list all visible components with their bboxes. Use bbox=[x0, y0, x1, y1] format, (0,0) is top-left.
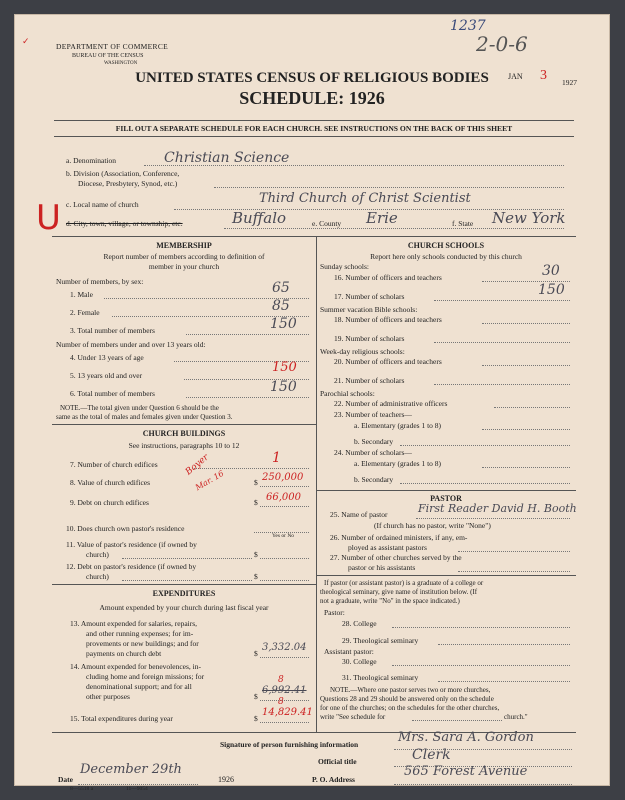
q13-dollar: $ bbox=[254, 649, 258, 658]
division-label-2: Diocese, Presbytery, Synod, etc.) bbox=[78, 179, 178, 188]
q28-label: 28. College bbox=[342, 619, 377, 628]
q7-value: 1 bbox=[272, 450, 281, 466]
q7-label: 7. Number of church edifices bbox=[70, 460, 158, 469]
address-value: 565 Forest Avenue bbox=[404, 764, 528, 779]
q29-label: 29. Theological seminary bbox=[342, 636, 419, 645]
q31-label: 31. Theological seminary bbox=[342, 673, 419, 682]
q14-label: 14. Amount expended for benevolences, in- bbox=[70, 662, 202, 671]
q5-value: 150 bbox=[272, 360, 297, 375]
q16-label: 16. Number of officers and teachers bbox=[334, 273, 442, 282]
q23-label: 23. Number of teachers— bbox=[334, 410, 412, 419]
stamp-number: 1237 bbox=[450, 18, 486, 34]
pastor-note-5: church." bbox=[504, 713, 528, 721]
q14-label-2: cluding home and foreign missions; for bbox=[86, 672, 205, 681]
q23a-label: a. Elementary (grades 1 to 8) bbox=[354, 421, 442, 430]
q13-value: 3,332.04 bbox=[262, 642, 307, 653]
q26-label-2: ployed as assistant pastors bbox=[348, 543, 427, 552]
q9-value: 66,000 bbox=[266, 492, 301, 503]
q17-label: 17. Number of scholars bbox=[334, 292, 405, 301]
by-sex-heading: Number of members, by sex: bbox=[56, 277, 144, 286]
bureau-label: BUREAU OF THE CENSUS bbox=[72, 53, 144, 59]
q11-dollar: $ bbox=[254, 550, 258, 559]
q1-label: 1. Male bbox=[70, 290, 93, 299]
pastor-heading: Pastor: bbox=[324, 608, 345, 617]
city-label: WASHINGTON bbox=[104, 61, 138, 66]
graduate-note: If pastor (or assistant pastor) is a graduate of a college or bbox=[324, 579, 484, 587]
q25-value: First Reader David H. Booth bbox=[418, 502, 577, 515]
q24b-label: b. Secondary bbox=[354, 475, 394, 484]
q1-value: 65 bbox=[272, 280, 290, 296]
q17-value: 150 bbox=[538, 282, 565, 298]
date-value: December 29th bbox=[80, 762, 182, 777]
q13-label: 13. Amount expended for salaries, repairs, bbox=[70, 619, 198, 628]
q8-value: 250,000 bbox=[262, 472, 304, 483]
red-check-mark: ✓ bbox=[22, 36, 30, 46]
department-label: DEPARTMENT OF COMMERCE bbox=[56, 42, 169, 51]
schedule-title: SCHEDULE: 1926 bbox=[239, 88, 385, 108]
sunday-heading: Sunday schools: bbox=[320, 262, 369, 271]
city-label: d. City, town, village, or township, etc. bbox=[66, 219, 183, 228]
state-label: f. State bbox=[452, 219, 474, 228]
pastor-note-4: write "See schedule for bbox=[320, 713, 386, 721]
summer-heading: Summer vacation Bible schools: bbox=[320, 305, 418, 314]
q8-label: 8. Value of church edifices bbox=[70, 478, 151, 487]
county-label: e. County bbox=[312, 219, 342, 228]
graduate-note-3: not a graduate, write "No" in the space indicated.) bbox=[320, 597, 460, 605]
parochial-heading: Parochial schools: bbox=[320, 389, 375, 398]
q14-label-4: other purposes bbox=[86, 692, 130, 701]
q16-value: 30 bbox=[542, 263, 560, 279]
q9-dollar: $ bbox=[254, 498, 258, 507]
form-title: UNITED STATES CENSUS OF RELIGIOUS BODIES bbox=[135, 70, 489, 86]
q12-label-2: church) bbox=[86, 572, 109, 581]
q24-label: 24. Number of scholars— bbox=[334, 448, 412, 457]
q3-value: 150 bbox=[270, 316, 297, 332]
local-name-value: Third Church of Christ Scientist bbox=[259, 191, 471, 206]
census-schedule-page bbox=[14, 14, 610, 792]
signature-label: Signature of person furnishing information bbox=[220, 740, 359, 749]
denomination-value: Christian Science bbox=[164, 150, 290, 166]
membership-desc: Report number of members according to definition of bbox=[103, 252, 265, 261]
q25-note: (If church has no pastor, write "None") bbox=[374, 521, 491, 530]
date-label: Date bbox=[58, 775, 73, 784]
stamp-code: 2-0-6 bbox=[476, 32, 528, 56]
q13-label-4: payments on church debt bbox=[86, 649, 162, 658]
annotation-date: Mar. 16 bbox=[193, 468, 226, 493]
q5-label: 5. 13 years old and over bbox=[70, 371, 143, 380]
q14-annotation: 8 bbox=[278, 675, 284, 685]
pastor-note-3: for one of the churches; on the schedules for the other churches, bbox=[320, 704, 500, 712]
q12-label: 12. Debt on pastor's residence (if owned by bbox=[66, 562, 197, 571]
denomination-label: a. Denomination bbox=[66, 156, 116, 165]
buildings-title: CHURCH BUILDINGS bbox=[142, 429, 226, 438]
pastor-note-2: Questions 28 and 29 should be answered only on the schedule bbox=[320, 695, 494, 703]
q4-label: 4. Under 13 years of age bbox=[70, 353, 144, 362]
q23b-label: b. Secondary bbox=[354, 437, 394, 446]
q13-label-2: and other running expenses; for im- bbox=[86, 629, 194, 638]
pastor-note: NOTE.—Where one pastor serves two or more churches, bbox=[330, 686, 491, 694]
schools-desc: Report here only schools conducted by this church bbox=[370, 252, 522, 261]
q25-label: 25. Name of pastor bbox=[330, 510, 388, 519]
stamp-day: 3 bbox=[540, 68, 547, 83]
q30-label: 30. College bbox=[342, 657, 377, 666]
form-number: 8—5518 a bbox=[70, 786, 94, 792]
q6-value: 150 bbox=[270, 379, 297, 395]
q8-dollar: $ bbox=[254, 478, 258, 487]
membership-desc-2: member in your church bbox=[148, 262, 220, 271]
print-number: 11—9054 bbox=[126, 786, 148, 792]
q15-value: 14,829.41 bbox=[262, 707, 313, 718]
city-value: Buffalo bbox=[232, 209, 287, 227]
assistant-heading: Assistant pastor: bbox=[324, 647, 374, 656]
expenditures-desc: Amount expended by your church during last fiscal year bbox=[99, 603, 269, 612]
local-name-label: c. Local name of church bbox=[66, 200, 139, 209]
q12-dollar: $ bbox=[254, 572, 258, 581]
annotation-boyer: Boyer bbox=[183, 452, 211, 478]
instruction-line: FILL OUT A SEPARATE SCHEDULE FOR EACH CHURCH. SEE INSTRUCTIONS ON THE BACK OF THIS SHEET bbox=[115, 124, 513, 133]
q14-value: 6,992.41 bbox=[262, 685, 307, 696]
schools-title: CHURCH SCHOOLS bbox=[407, 241, 485, 250]
pastor-title: PASTOR bbox=[430, 494, 462, 503]
q11-label-2: church) bbox=[86, 550, 109, 559]
q24a-label: a. Elementary (grades 1 to 8) bbox=[354, 459, 442, 468]
q15-annotation: 8 bbox=[278, 697, 284, 707]
yes-no-hint: Yes or No bbox=[272, 533, 295, 539]
signature-value: Mrs. Sara A. Gordon bbox=[398, 730, 534, 745]
division-label: b. Division (Association, Conference, bbox=[66, 169, 180, 178]
red-u-mark: U bbox=[36, 198, 61, 238]
buildings-desc: See instructions, paragraphs 10 to 12 bbox=[128, 441, 240, 450]
address-label: P. O. Address bbox=[312, 775, 355, 784]
q2-label: 2. Female bbox=[70, 308, 100, 317]
q15-dollar: $ bbox=[254, 714, 258, 723]
official-title-label: Official title bbox=[318, 757, 357, 766]
q13-label-3: provements or new buildings; and for bbox=[86, 639, 199, 648]
q26-label: 26. Number of ordained ministers, if any, em- bbox=[330, 533, 468, 542]
weekday-heading: Week-day religious schools: bbox=[320, 347, 405, 356]
q14-label-3: denominational support; and for all bbox=[86, 682, 192, 691]
membership-title: MEMBERSHIP bbox=[156, 241, 212, 250]
q2-value: 85 bbox=[272, 298, 290, 314]
q6-label: 6. Total number of members bbox=[70, 389, 155, 398]
stamp-year: 1927 bbox=[562, 78, 577, 87]
q19-label: 19. Number of scholars bbox=[334, 334, 405, 343]
official-title-value: Clerk bbox=[412, 747, 451, 763]
stamp-month: JAN bbox=[508, 72, 523, 81]
membership-note: NOTE.—The total given under Question 6 should be the bbox=[60, 404, 219, 412]
q15-label: 15. Total expenditures during year bbox=[70, 714, 173, 723]
expenditures-title: EXPENDITURES bbox=[152, 589, 216, 598]
county-value: Erie bbox=[366, 209, 398, 227]
q9-label: 9. Debt on church edifices bbox=[70, 498, 149, 507]
q11-label: 11. Value of pastor's residence (if owned by bbox=[66, 540, 197, 549]
q21-label: 21. Number of scholars bbox=[334, 376, 405, 385]
q20-label: 20. Number of officers and teachers bbox=[334, 357, 442, 366]
q18-label: 18. Number of officers and teachers bbox=[334, 315, 442, 324]
q14-dollar: $ bbox=[254, 692, 258, 701]
date-year: 1926 bbox=[218, 775, 234, 784]
q22-label: 22. Number of administrative officers bbox=[334, 399, 448, 408]
graduate-note-2: theological seminary, give name of institution below. (If bbox=[320, 588, 478, 596]
state-value: New York bbox=[492, 209, 566, 227]
q27-label-2: pastor or his assistants bbox=[348, 563, 416, 572]
q3-label: 3. Total number of members bbox=[70, 326, 155, 335]
membership-note-2: same as the total of males and females given under Question 3. bbox=[56, 413, 233, 421]
q27-label: 27. Number of other churches served by the bbox=[330, 553, 462, 562]
q10-label: 10. Does church own pastor's residence bbox=[66, 524, 185, 533]
age-heading: Number of members under and over 13 years old: bbox=[56, 340, 206, 349]
